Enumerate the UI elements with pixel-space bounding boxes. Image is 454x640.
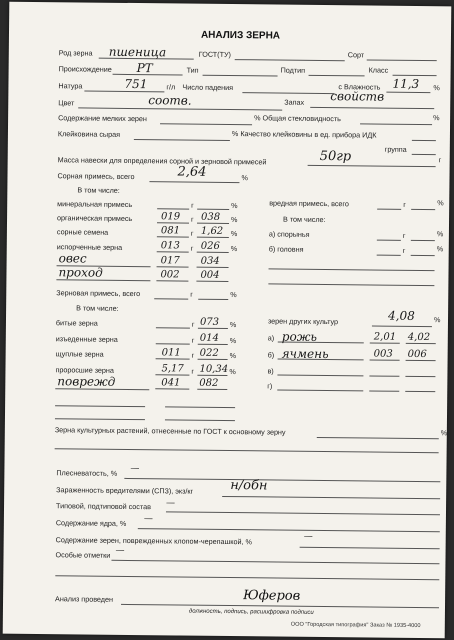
sort-line — [367, 59, 437, 61]
type-composition-dash: — — [166, 498, 176, 509]
grain-row-pct: 073 — [199, 316, 220, 328]
printer-footer: ООО "Городская типография" Заказ № 1935-4000 — [290, 621, 421, 630]
moisture-pct: % — [433, 83, 440, 93]
breakdown-row-label: проход — [58, 265, 103, 280]
breakdown-row-unit-g: г — [190, 243, 194, 253]
harmful-ergot-pct-line — [411, 240, 435, 241]
crop-row-pct: 4,02 — [407, 331, 431, 344]
breakdown-row-pct: 026 — [200, 240, 220, 252]
smell-line — [310, 107, 434, 109]
falling-line — [242, 92, 334, 94]
crop-row-pct-line — [406, 343, 436, 344]
breakdown-row-g-line — [157, 266, 189, 267]
harmful-ergot-unit-pct: % — [436, 229, 444, 239]
smell-value: свойств — [330, 89, 385, 104]
glassy-label: % Общая стекловидность — [254, 113, 341, 124]
breakdown-row-g: 081 — [160, 225, 181, 237]
breakdown-row-g-line — [157, 236, 189, 237]
analysis-by-label: Анализ проведен — [55, 594, 114, 604]
breakdown-row-pct-line — [196, 281, 228, 282]
other-crops-line — [372, 326, 432, 328]
sort-label: Сорт — [347, 50, 365, 60]
breakdown-row-pct: 038 — [201, 211, 221, 223]
grain-row-pct: 022 — [199, 347, 219, 359]
grain-row-g-line — [156, 327, 190, 328]
other-crops-unit: % — [433, 315, 441, 325]
nucleus-line — [138, 528, 440, 532]
breakdown-row-label: сорные семена — [56, 227, 109, 237]
gluten-line — [134, 139, 230, 141]
breakdown-row-unit-pct: % — [230, 229, 238, 239]
breakdown-row-g-line — [157, 222, 189, 223]
color-line — [78, 107, 282, 110]
mold-line — [124, 478, 440, 482]
grain-blank-line-4 — [165, 419, 235, 421]
color-label: Цвет — [58, 98, 75, 108]
group-line — [412, 154, 436, 155]
harmful-g-line — [377, 209, 401, 210]
breakdown-row-g: 013 — [160, 240, 180, 252]
type-composition-label: Типовой, подтиповой состав — [55, 501, 151, 512]
breakdown-row-unit-g: г — [191, 214, 194, 224]
breakdown-row-label: минеральная примесь — [57, 199, 133, 209]
crop-row-pct-line — [406, 360, 436, 361]
group-label: группа — [384, 144, 407, 154]
gost-line — [235, 59, 345, 61]
breakdown-row-g-line — [156, 280, 188, 281]
grain-row-unit-pct: % — [229, 336, 237, 346]
crop-row-name-line — [277, 390, 363, 392]
signature-caption: должность, подпись, расшифровка подписи — [188, 608, 314, 616]
crop-row-g-line — [369, 375, 399, 376]
harmful-ergot-unit-g: г — [402, 230, 406, 240]
crop-row-name: рожь — [281, 329, 317, 344]
harmful-unit-g: г — [403, 199, 406, 209]
analysis-by-line — [121, 604, 439, 608]
mold-dash: — — [130, 463, 140, 475]
breakdown-row-pct: 004 — [200, 269, 220, 281]
cultural-unit: % — [440, 428, 448, 438]
grain-blank-line-1 — [55, 405, 145, 407]
breakdown-row-label: овес — [58, 251, 87, 266]
notes-blank-line — [55, 575, 439, 580]
grain-row-pct-line — [197, 389, 227, 390]
harmful-ergot-label: а) спорынья — [268, 229, 310, 239]
rod-value: пшеница — [108, 44, 167, 60]
grain-row-label: проросшие зерна — [55, 365, 114, 375]
breakdown-row-unit-pct: % — [231, 215, 238, 225]
crop-row-prefix: в) — [267, 366, 274, 376]
glassy-pct: % — [433, 113, 440, 123]
weed-including: В том числе: — [77, 185, 120, 195]
grain-row-unit-pct: % — [229, 320, 237, 330]
grain-total-pct-line — [198, 299, 228, 300]
grain-row-pct-line — [198, 359, 228, 360]
breakdown-row-pct: 1,62 — [200, 225, 224, 237]
grain-row-unit-pct: % — [229, 367, 236, 377]
bug-damage-line — [300, 547, 440, 549]
grain-total-unit-pct: % — [230, 290, 237, 300]
grain-row-g-line — [155, 388, 189, 389]
breakdown-row-label: испорченные зерна — [56, 242, 123, 252]
notes-line — [111, 560, 439, 564]
type-composition-line — [166, 511, 440, 515]
grain-row-g-line — [156, 343, 190, 344]
harmful-smut-g-line — [377, 255, 401, 256]
harmful-smut-unit-pct: % — [436, 244, 444, 254]
harmful-smut-pct-line — [411, 255, 435, 256]
breakdown-row-g-line — [157, 251, 189, 252]
grain-row-unit-pct: % — [229, 351, 237, 361]
weed-total-unit: % — [241, 173, 248, 183]
gluten-label: Клейковина сырая — [57, 129, 121, 139]
grain-row-label: щуплые зерна — [55, 349, 104, 359]
type-line — [203, 75, 278, 77]
crop-row-pct: 006 — [407, 348, 427, 361]
falling-label: Число падения — [182, 82, 234, 93]
nucleus-label: Содержание ядра, % — [55, 518, 127, 528]
breakdown-row-label: органическая примесь — [57, 213, 133, 224]
breakdown-row-g: 017 — [160, 255, 180, 267]
harmful-unit-pct: % — [437, 198, 444, 208]
gluten-quality-label: % Качество клейковины в ед. прибора ИДК — [231, 129, 377, 140]
bug-damage-dash: — — [303, 531, 313, 542]
moisture-line — [386, 92, 430, 93]
harmful-blank-line-2 — [268, 283, 434, 286]
crop-row-g: 2,01 — [373, 331, 397, 343]
sample-value: 50гр — [319, 148, 352, 165]
smell-label: Запах — [284, 97, 305, 107]
pest-value: н/обн — [230, 478, 268, 494]
breakdown-row-g: 019 — [161, 211, 181, 223]
grain-blank-line-2 — [165, 406, 235, 408]
bug-damage-label: Содержание зерен, поврежденных клопом-черепашкой, % — [55, 535, 252, 547]
breakdown-row-label-line — [56, 279, 150, 281]
small-grains-line — [160, 123, 252, 125]
grain-row-label: битые зерна — [55, 318, 98, 328]
origin-value: РТ — [136, 61, 153, 76]
grain-row-g: 5,17 — [161, 363, 184, 375]
breakdown-row-pct-line — [197, 267, 229, 268]
grain-including: В том числе: — [76, 303, 119, 313]
notes-dash: — — [115, 545, 125, 556]
crop-row-g: 003 — [373, 348, 393, 360]
origin-label: Происхождение — [58, 64, 112, 74]
grain-row-label: изъеденные зерна — [55, 334, 118, 344]
moisture-value: 11,3 — [392, 76, 420, 91]
grain-row-g-line — [155, 374, 189, 375]
sample-unit: г — [438, 155, 442, 165]
subtype-label: Подтип — [280, 65, 306, 75]
color-value: соотв. — [148, 93, 192, 108]
cultural-blank-line — [55, 448, 439, 453]
harmful-including: В том числе: — [283, 214, 326, 225]
weed-total-label: Сорная примесь, всего — [57, 171, 135, 182]
moisture-label: с Влажность — [338, 82, 381, 92]
crop-row-prefix: б) — [267, 350, 275, 360]
gost-label: ГОСТ(ТУ) — [198, 49, 231, 60]
crop-row-pct-line — [405, 376, 435, 377]
harmful-pct-line — [411, 209, 435, 210]
grain-row-pct-line — [198, 344, 228, 345]
grain-blank-line-3 — [55, 418, 145, 420]
grain-total-unit-g: г — [190, 289, 193, 299]
grain-row-pct: 082 — [199, 377, 219, 389]
type-label: Тип — [186, 65, 199, 75]
analysis-form — [3, 2, 452, 639]
harmful-label: вредная примесь, всего — [269, 198, 349, 209]
harmful-blank-line-1 — [269, 268, 435, 271]
harmful-smut-unit-g: г — [402, 245, 406, 255]
crop-row-pct-line — [405, 391, 435, 392]
breakdown-row-g: 002 — [160, 269, 180, 281]
sample-label: Масса навески для определения сорной и зерновой примесей — [57, 155, 267, 167]
crop-row-prefix: г) — [267, 381, 273, 391]
nucleus-dash: — — [143, 514, 153, 525]
crop-row-name-line — [277, 375, 363, 377]
crop-row-prefix: а) — [267, 333, 275, 343]
harmful-ergot-g-line — [377, 240, 401, 241]
notes-label: Особые отметки — [55, 550, 111, 560]
small-grains-label: Содержание мелких зерен — [58, 113, 147, 124]
natura-value: 751 — [124, 76, 148, 92]
grain-row-g-line — [156, 358, 190, 359]
grain-total-label: Зерновая примесь, всего — [56, 288, 141, 299]
breakdown-row-g-line — [157, 208, 189, 209]
grain-row-g: 011 — [161, 347, 181, 359]
glassy-line — [360, 123, 432, 125]
breakdown-row-unit-g: г — [191, 200, 194, 210]
class-label: Класс — [368, 65, 389, 75]
weed-total-value: 2,64 — [177, 164, 207, 180]
gl-label: г/л — [166, 82, 176, 92]
form-title: АНАЛИЗ ЗЕРНА — [200, 29, 281, 42]
breakdown-row-pct: 034 — [200, 255, 220, 267]
breakdown-row-pct-line — [197, 209, 229, 210]
cultural-line — [317, 437, 439, 439]
crop-row-name: ячмень — [281, 346, 329, 362]
breakdown-row-unit-pct: % — [230, 244, 238, 254]
grain-row-unit-g: г — [191, 319, 195, 329]
grain-row-pct-line — [198, 328, 228, 329]
grain-row-unit-g: г — [191, 335, 195, 345]
grain-total-g-line — [154, 298, 188, 299]
grain-row-label: поврежд — [57, 374, 116, 389]
grain-row-pct: 10,34 — [199, 363, 229, 376]
grain-row-label-line — [55, 388, 149, 390]
breakdown-row-pct-line — [197, 237, 229, 238]
breakdown-row-pct-line — [197, 223, 229, 224]
mold-label: Плесневатость, % — [56, 468, 118, 478]
breakdown-row-unit-pct: % — [231, 201, 238, 211]
other-crops-label: зерен других культур — [267, 316, 339, 327]
other-crops-value: 4,08 — [387, 308, 415, 323]
signature: Юферов — [243, 588, 301, 604]
pest-line — [222, 496, 440, 499]
sample-line — [308, 165, 436, 167]
grain-row-pct: 014 — [199, 332, 219, 344]
natura-label: Натура — [58, 81, 83, 91]
breakdown-row-unit-g: г — [190, 228, 194, 238]
grain-row-g: 041 — [161, 377, 181, 389]
crop-row-g-line — [370, 359, 400, 360]
subtype-line — [309, 75, 365, 77]
gluten-quality-line — [412, 140, 436, 141]
cultural-label: Зерна культурных растений, отнесенные по ГОСТ к основному зерну — [54, 425, 286, 437]
rod-label: Род зерна — [58, 48, 93, 58]
weed-total-line — [149, 181, 239, 183]
grain-row-unit-g: г — [191, 350, 195, 360]
crop-row-g-line — [369, 390, 399, 391]
harmful-smut-label: б) головня — [268, 244, 304, 254]
pest-label: Зараженность вредителями (СПЗ), экз/кг — [56, 485, 194, 496]
breakdown-row-pct-line — [197, 252, 229, 253]
grain-row-unit-g: г — [191, 366, 195, 376]
